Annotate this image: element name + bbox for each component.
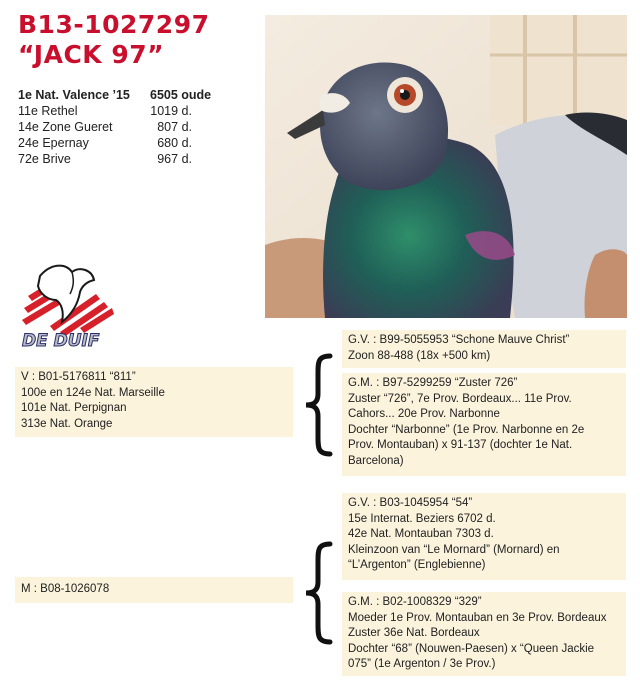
grandparent-line: “L’Argenton” (Englebienne) — [348, 559, 486, 571]
result-row — [18, 135, 211, 151]
results-list — [18, 87, 211, 167]
grandparent-line: G.M. : B02-1008329 “329” — [348, 596, 482, 608]
grandparent-line: Zuster 36e Nat. Bordeaux — [348, 627, 480, 639]
father-line: 100e en 124e Nat. Marseille — [21, 386, 165, 399]
grandparent-line: Zuster “726”, 7e Prov. Bordeaux... 11e Prov. — [348, 392, 572, 405]
father-line: 313e Nat. Orange — [21, 417, 113, 430]
de-duif-logo — [20, 256, 118, 352]
headline-birds: 6505 oude — [150, 88, 212, 102]
father-line: 101e Nat. Perpignan — [21, 402, 127, 414]
brace-icon — [300, 352, 336, 458]
results-headline — [18, 87, 211, 103]
result-birds: 967 d. — [157, 152, 192, 166]
grandparent-line: Moeder 1e Prov. Montauban en 3e Prov. Bordeaux — [348, 611, 607, 624]
result-birds: 1019 d. — [150, 104, 192, 118]
grandparent-line: 15e Internat. Beziers 6702 d. — [348, 512, 496, 525]
dove-logo-icon — [20, 256, 118, 352]
grandparent-line: 075” (1e Argenton / 3e Prov.) — [348, 658, 496, 670]
logo-text: DE DUIF — [22, 331, 100, 351]
result-race: 14e Zone Gueret — [18, 120, 113, 134]
grandparent-line: Kleinzoon van “Le Mornard” (Mornard) en — [348, 543, 560, 556]
grandparent-line: Barcelona) — [348, 454, 404, 467]
grandmother-paternal-box — [342, 373, 626, 476]
ring-number: B13-1027297 — [18, 10, 210, 39]
grandfather-paternal-box — [342, 330, 626, 368]
headline-race: 1e Nat. Valence ’15 — [18, 88, 130, 102]
mother-box — [15, 577, 293, 603]
grandparent-line: Prov. Montauban) x 91-137 (dochter 1e Nat. — [348, 439, 573, 451]
result-row — [18, 151, 211, 167]
result-race: 24e Epernay — [18, 136, 89, 150]
result-row — [18, 119, 211, 135]
grandmother-maternal-box — [342, 592, 626, 676]
result-birds: 807 d. — [157, 120, 192, 134]
grandfather-maternal-box — [342, 493, 626, 580]
result-race: 11e Rethel — [18, 104, 78, 118]
brace-icon — [300, 540, 336, 646]
father-line: V : B01-5176811 “811” — [21, 371, 136, 383]
mother-line: M : B08-1026078 — [21, 583, 110, 595]
pigeon-photo — [265, 15, 627, 318]
father-box — [15, 367, 293, 437]
grandparent-line: G.V. : B99-5055953 “Schone Mauve Christ” — [348, 334, 570, 346]
grandparent-line: G.V. : B03-1045954 “54” — [348, 497, 473, 509]
result-race: 72e Brive — [18, 152, 71, 166]
grandparent-line: Cahors... 20e Prov. Narbonne — [348, 408, 500, 420]
pigeon-name: “JACK 97” — [18, 40, 165, 69]
result-row — [18, 103, 211, 119]
grandparent-line: G.M. : B97-5299259 “Zuster 726” — [348, 377, 518, 389]
pigeon-illustration — [265, 15, 627, 318]
grandparent-line: 42e Nat. Montauban 7303 d. — [348, 528, 494, 540]
grandparent-line: Dochter “Narbonne” (1e Prov. Narbonne en 2e — [348, 423, 585, 436]
grandparent-line: Dochter “68” (Nouwen-Paesen) x “Queen Jackie — [348, 642, 595, 655]
result-birds: 680 d. — [157, 136, 192, 150]
grandparent-line: Zoon 88-488 (18x +500 km) — [348, 349, 491, 362]
